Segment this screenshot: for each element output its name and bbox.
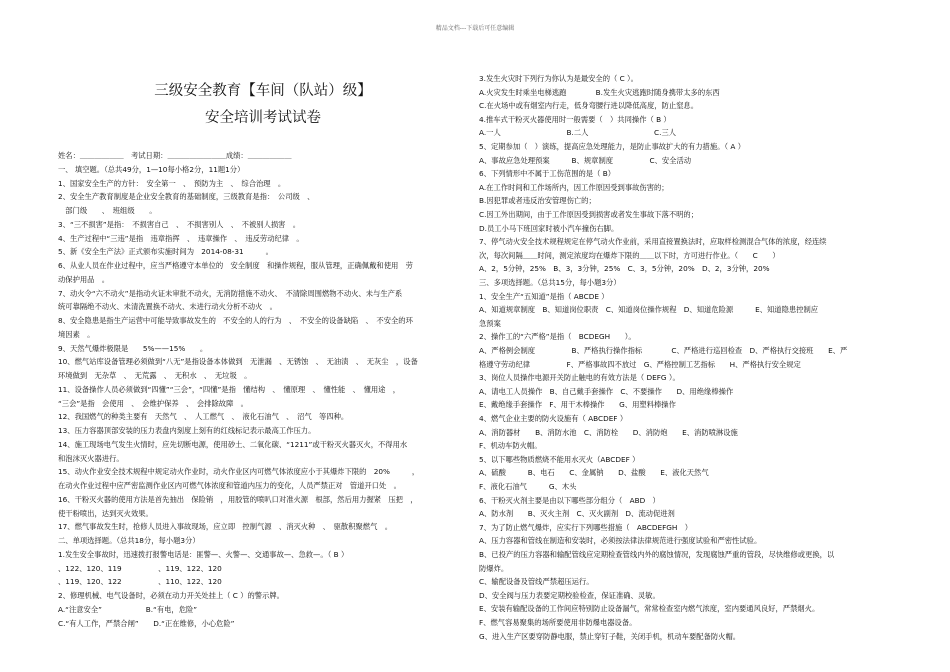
right-text-line: A、请电工人员操作 B、自己戴手套操作 C、不要操作 D、用绝缘棒操作 bbox=[479, 386, 734, 396]
right-text-line: 5、定期参加（ ）演练，提高应急处理能力，是防止事故扩大的有力措施。（ A ） bbox=[479, 142, 746, 151]
right-text-line: A、硫酸 B、电石 C、金属钠 D、盐酸 E、液化天然气 bbox=[479, 468, 709, 478]
right-text-line: 2、操作工的“六严格”是指（ BCDEGH ）。 bbox=[479, 332, 636, 342]
left-text-line: 统可靠隔绝不动火、未清洗置换不动火、未进行动火分析不动火 。 bbox=[58, 302, 277, 312]
left-text-line: A.“注意安全” B.“有电，危险” bbox=[58, 604, 198, 614]
left-text-line: 姓名：＿＿＿＿＿＿ 考试日期：＿＿＿＿＿＿＿＿成绩：＿＿＿＿＿＿ bbox=[58, 151, 292, 160]
exam-title: 三级安全教育【车间（队站）级】 bbox=[154, 83, 372, 99]
left-text-line: 4、生产过程中“三违”是指 违章指挥 、 违章操作 、 违反劳动纪律 。 bbox=[58, 233, 304, 243]
right-text-line: 次，每次间隔＿＿时间，测定浓度均在爆炸下限的＿＿以下时，方可进行作业。（ C ） bbox=[479, 250, 780, 260]
right-text-line: F、燃气容易聚集的场所要使用非防爆电器设备。 bbox=[479, 618, 637, 627]
right-text-line: F、液化石油气 G、木头 bbox=[479, 482, 577, 491]
right-text-line: A.火灾发生时乘坐电梯逃跑 B.发生火灾逃跑时随身携带太多的东西 bbox=[479, 87, 720, 97]
right-text-line: 格遵守劳动纪律 F、严格事故四不放过 G、严格控制工艺指标 H、严格执行安全规定 bbox=[479, 359, 801, 369]
left-text-line: 1.发生安全事故时，迅速拨打报警电话是：匪警—、火警—、交通事故—、急救—。（ B ） bbox=[58, 549, 349, 559]
right-text-line: 7、为了防止燃气爆炸，应实行下列哪些措施（ ABCDEFGH ） bbox=[479, 522, 693, 532]
left-text-line: 3、“三不损害”是指： 不损害自己 、 不损害别人 、 不被别人损害 。 bbox=[58, 219, 301, 229]
left-text-line: 部门级 、 班组级 。 bbox=[58, 206, 157, 215]
left-text-line: “三会”是指 会使用 、 会维护保养 、 会排除故障 。 bbox=[58, 398, 248, 408]
right-text-line: A、消防器材 B、消防水池 C、消防栓 D、消防炮 E、消防喷淋设施 bbox=[479, 427, 738, 437]
right-text-line: 1、安全生产“五知道”是指（ ABCDE ） bbox=[479, 291, 609, 301]
left-text-line: 8、安全隐患是指生产运营中可能导致事故发生的 不安全的人的行为 、 不安全的设备缺陷 、 不安全的环 bbox=[58, 316, 413, 325]
left-text-line: 7、动火令“六不动火”是指动火证未审批不动火，无消防措施不动火、 不清除周围燃物不动火、未与生产系 bbox=[58, 288, 403, 298]
right-text-line: A、防水剂 B、灭火主剂 C、灭火副剂 D、流动促进剂 bbox=[479, 509, 675, 519]
left-text-line: 在动火作业过程中应严密监测作业区内可燃气体浓度和管道内压力的变化，人员严禁正对 管道开口处 。 bbox=[58, 481, 401, 490]
right-text-line: A、知道规章制度 B、知道岗位职责 C、知道岗位操作规程 D、知道危险源 E、知道隐患控制应 bbox=[479, 305, 819, 315]
right-text-line: 急预案 bbox=[479, 318, 501, 328]
left-text-line: 使干粉喷出，达到灭火效果。 bbox=[58, 508, 153, 518]
right-text-line: 6、下列情形中不属于工伤范围的是（ B） bbox=[479, 169, 616, 179]
left-text-line: 和泡沫灭火器进行。 bbox=[58, 453, 124, 463]
left-text-line: 2、安全生产教育制度是企业安全教育的基础制度，三级教育是指： 公司级 、 bbox=[58, 192, 315, 202]
right-text-line: D、安全阀与压力表要定期校验检查，保证准确、灵敏。 bbox=[479, 590, 660, 600]
left-text-line: 一、 填空题。（总共49分，1—10每小格2分，11题1分） bbox=[58, 164, 245, 174]
right-text-line: 防爆炸。 bbox=[479, 563, 509, 573]
right-text-line: C.在火场中或有烟室内行走，低身弯腰行进以降低高度，防止窒息。 bbox=[479, 101, 699, 111]
right-text-line: E、戴绝缘手套操作 F、用干木棒操作 G、用塑料棒操作 bbox=[479, 400, 676, 410]
left-text-line: 15、动火作业安全技术规程中规定动火作业时，动火作业区内可燃气体浓度应小于其爆炸下限的 20% ， bbox=[58, 467, 420, 477]
right-text-line: C、输配设备及管线严禁超压运行。 bbox=[479, 577, 594, 587]
right-text-line: A、压力容器和管线在制造和安装时，必须按法律法律规范进行强度试验和严密性试验。 bbox=[479, 536, 762, 546]
left-text-line: 10、燃气站库设备管理必须做到“八无”是指设备本体做到 无泄漏 、无锈蚀 、 无油渍 、 无灰尘 ，设备 bbox=[58, 357, 418, 367]
right-text-line: 4.推车式干粉灭火器使用时一般需要（ ）共同操作（ B ） bbox=[479, 114, 671, 124]
right-text-line: 7、停气动火安全技术规程规定在停气动火作业前，采用直接置换法时，应取样检测混合气体的浓度，经连续 bbox=[479, 237, 827, 247]
right-text-line: 4、燃气企业主要的防火设施有（ ABCDEF ） bbox=[479, 414, 628, 423]
left-text-line: 环境做到 无杂草 、 无荒露 、 无积水 、 无垃圾 。 bbox=[58, 371, 252, 380]
page-header: 精品文档---下载后可任意编辑 bbox=[435, 25, 515, 32]
left-text-line: 1、国家安全生产的方针： 安全第一 、 预防为主 、 综合治理 。 bbox=[58, 178, 286, 188]
left-text-line: 11、设备操作人员必须做到“四懂”“三会”，“四懂”是指 懂结构 、 懂原理 、 懂性能 、 懂用途 ， bbox=[58, 384, 401, 394]
left-text-line: 、122、120、119 、119、122、120 bbox=[58, 563, 222, 573]
right-text-line: D.员工小马下班回家时被小汽车撞伤右脚。 bbox=[479, 223, 619, 233]
left-text-line: 9、天然气爆炸极限是 5%——15% 。 bbox=[58, 343, 208, 353]
right-text-line: 3.发生火灾时下列行为你认为是最安全的（ C ）。 bbox=[479, 74, 638, 83]
right-text-line: 6、干粉灭火剂主要是由以下哪些部分组分（ ABD ） bbox=[479, 495, 660, 505]
right-text-line: A.在工作时间和工作场所内，因工作原因受到事故伤害的； bbox=[479, 182, 669, 192]
right-text-line: F、机动车防火帽。 bbox=[479, 441, 542, 451]
left-text-line: C.“有人工作，严禁合闸” D.“正在维修，小心危险” bbox=[58, 618, 235, 628]
exam-subtitle: 安全培训考试试卷 bbox=[205, 110, 321, 126]
right-text-line: 3、岗位人员操作电源开关防止触电的有效方法是（ DEFG ）。 bbox=[479, 373, 680, 383]
left-text-line: 二、单项选择题。（总共18分，每小题3分） bbox=[58, 536, 200, 545]
left-text-line: 、119、120、122 、110、122、120 bbox=[58, 577, 222, 587]
right-text-line: 三、多项选择题。（总共15分，每小题3分） bbox=[479, 278, 621, 287]
left-text-line: 6、从业人员在作业过程中，应当严格遵守本单位的 安全制度 和操作规程，服从管理，正确佩戴和使用 劳 bbox=[58, 261, 413, 270]
left-text-line: 17、燃气事故发生时，抢修人员进入事故现场，应立即 控制气源 、消灭火种 、 驱散积聚燃气 。 bbox=[58, 522, 392, 532]
right-text-line: B、已投产的压力容器和输配管线应定期检查管线内外的腐蚀情况，发现腐蚀严重的管段，尽快维修或更换，以 bbox=[479, 550, 835, 559]
left-text-line: 2、修理机械、电气设备时，必须在动力开关处挂上（ C ）的警示牌。 bbox=[58, 591, 284, 600]
right-text-line: E、安装有输配设备的工作间应特别防止设备漏气，常常检查室内燃气浓度，室内要通风良好，严禁烟火。 bbox=[479, 604, 820, 614]
right-text-line: A、事故应急处理预案 B、规章制度 C、安全活动 bbox=[479, 155, 692, 165]
left-text-line: 16、干粉灭火器的使用方法是首先抽出 保险销 ，用胶管的喷叭口对准火源 根部，然后用力握紧 压把 ， bbox=[58, 494, 418, 504]
left-text-line: 境因素 。 bbox=[58, 329, 95, 339]
right-text-line: G、进入生产区要穿防静电服，禁止穿钉子鞋，关闭手机，机动车要配备防火帽。 bbox=[479, 631, 741, 641]
right-text-line: A.一人 B.二人 C.三人 bbox=[479, 128, 677, 138]
left-text-line: 13、压力容器顶部安装的压力表盘内刻度上刻有的红线标记表示最高工作压力。 bbox=[58, 426, 316, 435]
left-text-line: 5、新《安全生产法》正式颁布实施时间为 2014-08-31 。 bbox=[58, 247, 273, 257]
left-text-line: 动保护用品 。 bbox=[58, 274, 110, 284]
right-text-line: A、2，5分钟，25% B、3，3分钟，25% C、3，5分钟，20% D、2，3分钟，20% bbox=[479, 264, 770, 274]
right-text-line: B.因犯罪或者违反治安管理伤亡的； bbox=[479, 196, 596, 206]
left-text-line: 12、我国燃气的种类主要有 天然气 、 人工燃气 、 液化石油气 、 沼气 等四种。 bbox=[58, 412, 349, 422]
right-text-line: 5、以下哪些物质燃烧不能用水灭火（ABCDEF ） bbox=[479, 454, 640, 464]
left-text-line: 14、施工现场电气发生火情时，应先切断电源，使用砂土、二氧化碳、“1211”或干粉灭火器灭火，不得用水 bbox=[58, 439, 408, 449]
right-text-line: A、严格例会制度 B、严格执行操作指标 C、严格进行巡回检查 D、严格执行交接班 E、严 bbox=[479, 346, 848, 355]
right-text-line: C.因工外出期间，由于工作原因受到损害或者发生事故下落不明的； bbox=[479, 210, 699, 219]
